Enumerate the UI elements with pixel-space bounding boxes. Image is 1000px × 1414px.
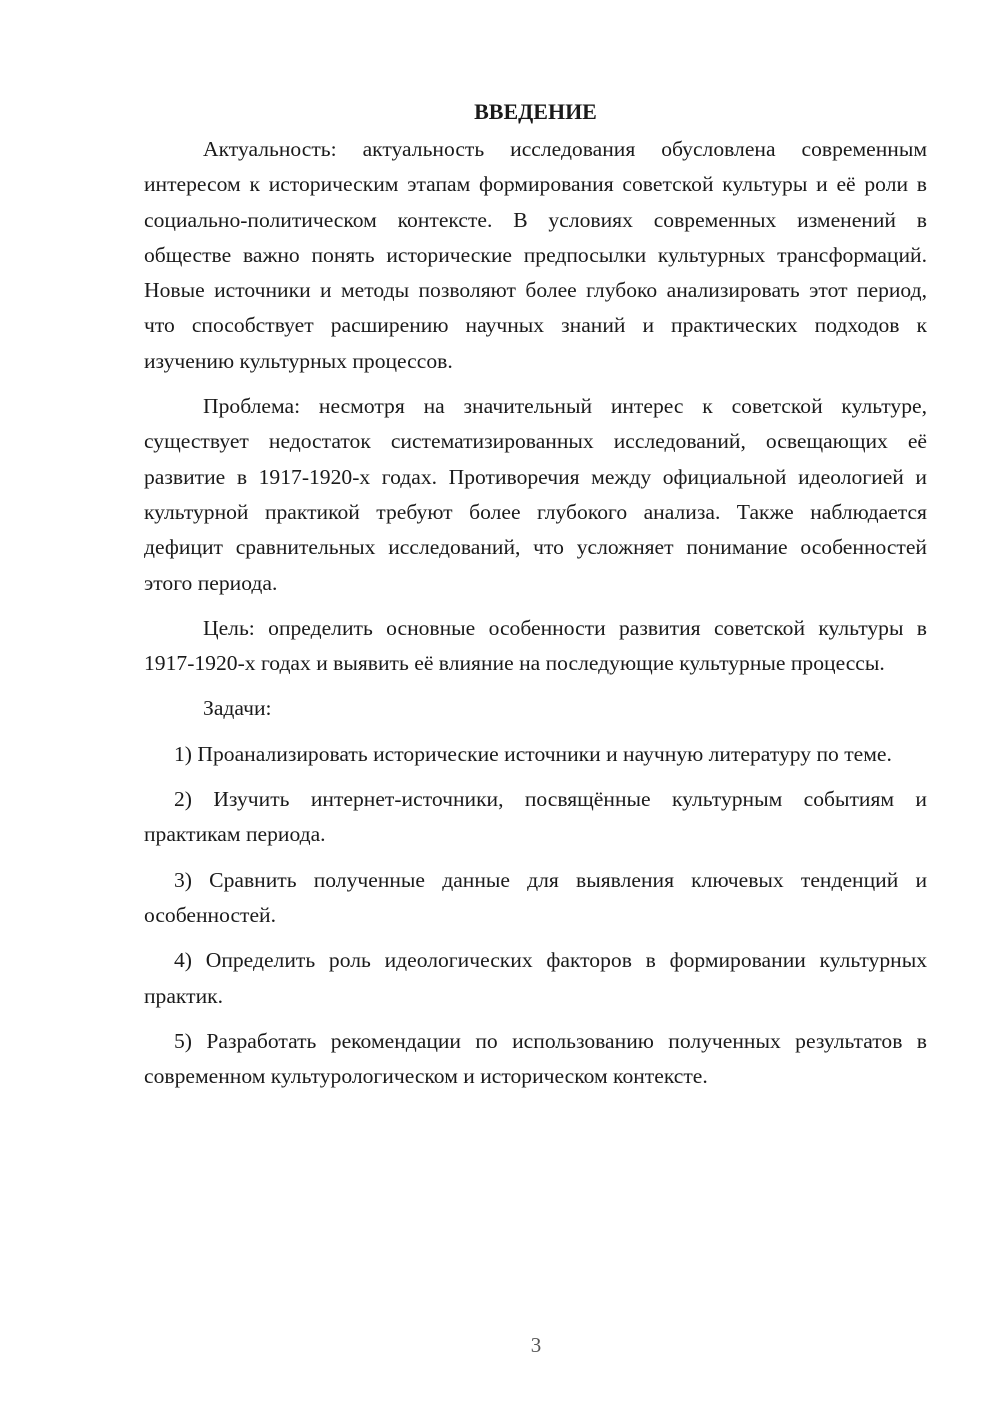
task-item: 1) Проанализировать исторические источники и научную литературу по теме. xyxy=(174,741,892,766)
goal-paragraph: Цель: определить основные особенности развития советской культуры в 1917-1920-х годах и выявить её влияние на последующие культурные процессы. xyxy=(144,615,927,676)
relevance-paragraph: Актуальность: актуальность исследования обусловлена современным интересом к историческим этапам формирования советской культуры и её роли в социально-политическом контексте. В условиях современных изменений в обществе важно понять исторические предпосылки культурных трансформаций. Новые источники и методы позволяют более глубоко анализировать этот период, что способствует расширению научных знаний и практических подходов к изучению культурных процессов. xyxy=(144,137,927,373)
tasks-heading: Задачи: xyxy=(203,696,272,721)
task-item: 4) Определить роль идеологических факторов в формировании культурных практик. xyxy=(144,948,927,1008)
task-item: 2) Изучить интернет-источники, посвящённые культурным событиям и практикам периода. xyxy=(144,787,927,847)
problem-paragraph: Проблема: несмотря на значительный интерес к советской культуре, существует недостаток систематизированных исследований, освещающих её развитие в 1917-1920-х годах. Противоречия между официальной идеологией и культурной практикой требуют более глубокого анализа. Также наблюдается дефицит сравнительных исследований, что усложняет понимание особенностей этого периода. xyxy=(144,394,927,595)
task-item: 3) Сравнить полученные данные для выявления ключевых тенденций и особенностей. xyxy=(144,867,927,927)
document-page xyxy=(144,96,927,1104)
task-item: 5) Разработать рекомендации по использованию полученных результатов в современном культурологическом и историческом контексте. xyxy=(144,1028,927,1089)
page-number: 3 xyxy=(530,1333,542,1357)
section-title: ВВЕДЕНИЕ xyxy=(474,99,597,124)
